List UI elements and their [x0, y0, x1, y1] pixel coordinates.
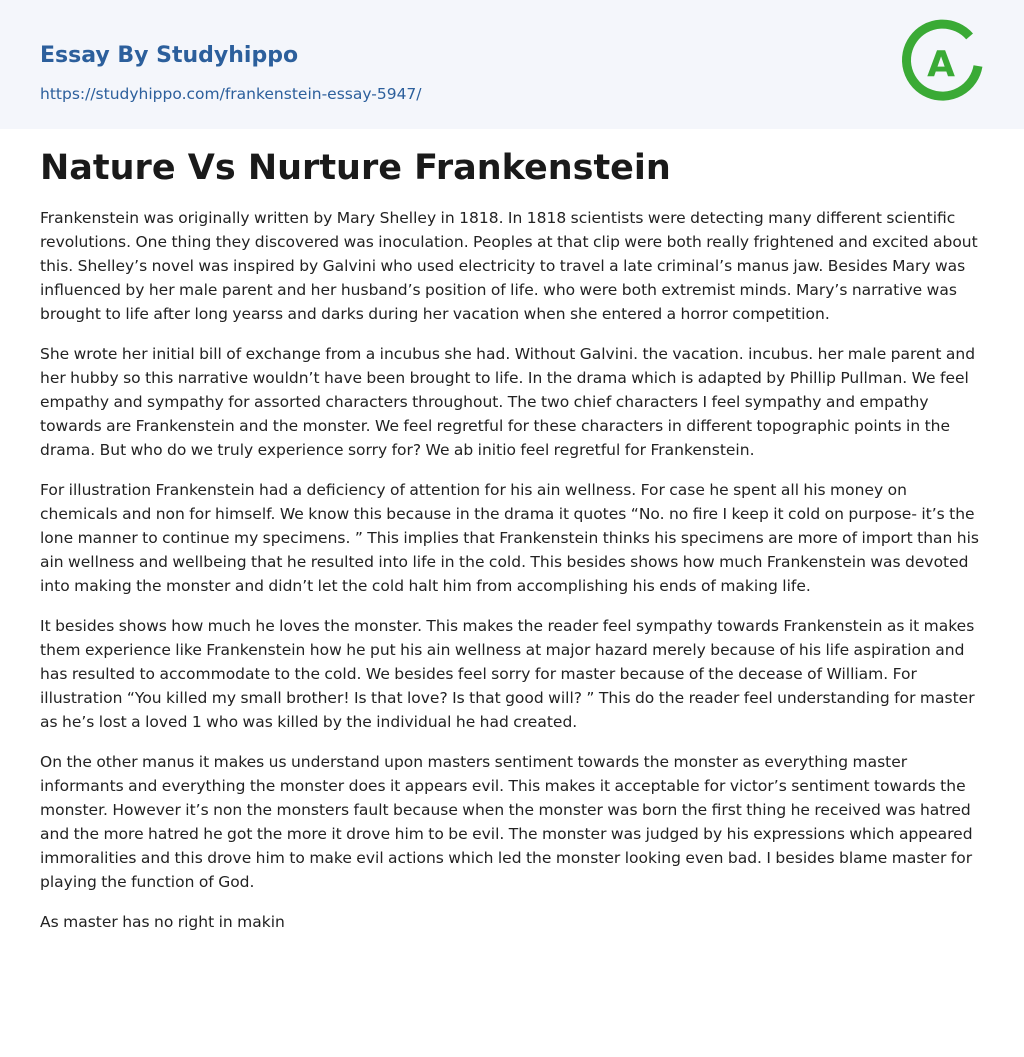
source-url-link[interactable]: https://studyhippo.com/frankenstein-essay-5947/	[40, 85, 422, 103]
paragraph-3: For illustration Frankenstein had a deficiency of attention for his ain wellness. For case he spent all his money on chemicals and non for himself. We know this because in the drama it quotes “No. no fire I keep it cold on purpose- it’s the lone manner to continue my specimens. ” This implies that Frankenstein thinks his specimens are more of import than his ain wellness and wellbeing that he resulted into life in the cold. This besides shows how much Frankenstein was devoted into making the monster and didn’t let the cold halt him from accomplishing his ends of making life.	[40, 481, 979, 595]
brand-title[interactable]: Essay By Studyhippo	[40, 43, 299, 68]
page-title: Nature Vs Nurture Frankenstein	[40, 148, 671, 188]
paragraph-1: Frankenstein was originally written by Mary Shelley in 1818. In 1818 scientists were detecting many different scientific revolutions. One thing they discovered was inoculation. Peoples at that clip were both really frightened and excited about this. Shelley’s novel was inspired by Galvini who used electricity to travel a late criminal’s manus jaw. Besides Mary was influenced by her male parent and her husband’s position of life. who were both extremist minds. Mary’s narrative was brought to life after long yearss and darks during her vacation when she entered a horror competition.	[40, 209, 978, 323]
paragraph-4: It besides shows how much he loves the monster. This makes the reader feel sympathy towards Frankenstein as it makes them experience like Frankenstein how he put his ain wellness at major hazard merely because of his life aspiration and has resulted to accommodate to the cold. We besides feel sorry for master because of the decease of William. For illustration “You killed my small brother! Is that love? Is that good will? ” This do the reader feel understanding for master as he’s lost a loved 1 who was killed by the individual he had created.	[40, 617, 975, 731]
studyhippo-logo-icon[interactable]	[898, 18, 986, 106]
article-body	[40, 140, 984, 950]
paragraph-2: She wrote her initial bill of exchange from a incubus she had. Without Galvini. the vacation. incubus. her male parent and her hubby so this narrative wouldn’t have been brought to life. In the drama which is adapted by Phillip Pullman. We feel empathy and sympathy for assorted characters throughout. The two chief characters I feel sympathy and empathy towards are Frankenstein and the monster. We feel regretful for these characters in different topographic points in the drama. But who do we truly experience sorry for? We ab initio feel regretful for Frankenstein.	[40, 345, 976, 459]
site-header	[0, 0, 1024, 129]
paragraph-6: As master has no right in makin	[40, 913, 285, 931]
paragraph-5: On the other manus it makes us understand upon masters sentiment towards the monster as everything master informants and everything the monster does it appears evil. This makes it acceptable for victor’s sentiment towards the monster. However it’s non the monsters fault because when the monster was born the first thing he received was hatred and the more hatred he got the more it drove him to be evil. The monster was judged by his expressions which appeared immoralities and this drove him to make evil actions which led the monster looking even bad. I besides blame master for playing the function of God.	[40, 753, 973, 891]
logo-letter: A	[927, 44, 955, 85]
